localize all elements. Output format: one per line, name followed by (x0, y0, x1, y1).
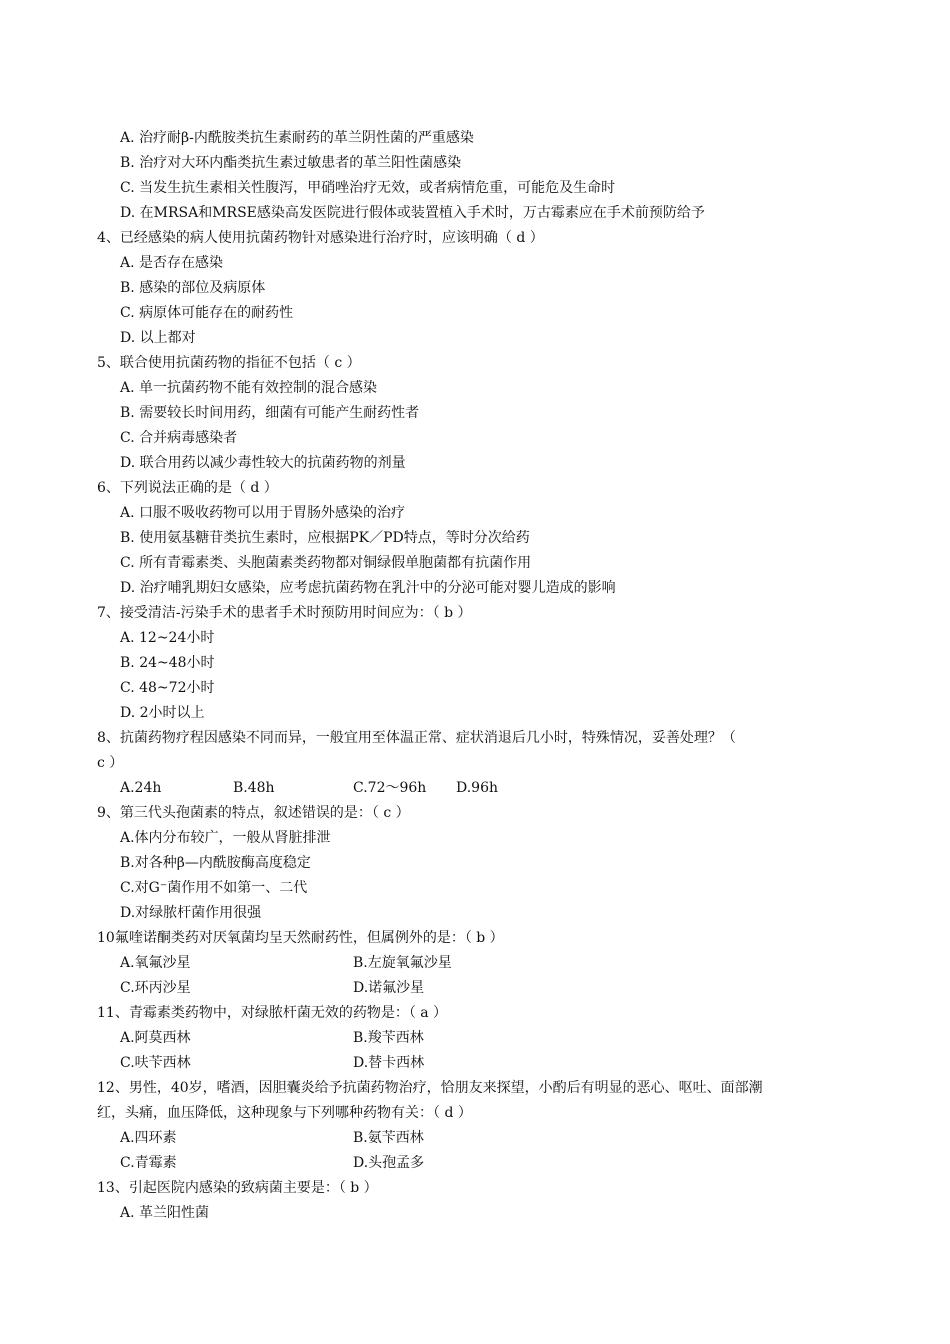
q11-option-a: A.阿莫西林 (120, 1030, 191, 1046)
q7-option-a: A. 12~24小时 (120, 630, 215, 646)
q8-option-a: A.24h (120, 780, 162, 796)
q12-option-a: A.四环素 (120, 1130, 177, 1146)
intro-option-a: A. 治疗耐β-内酰胺类抗生素耐药的革兰阴性菌的严重感染 (120, 130, 474, 146)
q11-option-d: D.替卡西林 (353, 1055, 425, 1071)
question-8: 8、抗菌药物疗程因感染不同而异，一般宜用至体温正常、症状消退后几小时，特殊情况，妥善处理？（ (97, 730, 736, 746)
q8-option-d: D.96h (456, 780, 499, 796)
q5-option-c: C. 合并病毒感染者 (120, 430, 238, 446)
intro-option-c: C. 当发生抗生素相关性腹泻，甲硝唑治疗无效，或者病情危重，可能危及生命时 (120, 180, 616, 196)
q4-option-d: D. 以上都对 (120, 330, 196, 346)
intro-option-d: D. 在MRSA和MRSE感染高发医院进行假体或装置植入手术时，万古霉素应在手术前预防给予 (120, 205, 705, 221)
question-7: 7、接受清洁-污染手术的患者手术时预防用时间应为：（ b ） (97, 605, 472, 621)
question-12: 12、男性，40岁，嗜酒，因胆囊炎给予抗菌药物治疗，恰朋友来探望，小酌后有明显的恶心、呕吐、面部潮 (97, 1080, 763, 1096)
q10-option-c: C.环丙沙星 (120, 980, 191, 996)
q5-option-a: A. 单一抗菌药物不能有效控制的混合感染 (120, 380, 378, 396)
question-4: 4、已经感染的病人使用抗菌药物针对感染进行治疗时，应该明确（ d ） (97, 230, 544, 246)
q9-option-c: C.对G⁻菌作用不如第一、二代 (120, 880, 308, 896)
q10-option-d: D.诺氟沙星 (353, 980, 425, 996)
q6-option-d: D. 治疗哺乳期妇女感染，应考虑抗菌药物在乳汁中的分泌可能对婴儿造成的影响 (120, 580, 616, 596)
q12-option-c: C.青霉素 (120, 1155, 177, 1171)
q12-option-b: B.氨苄西林 (353, 1130, 424, 1146)
q6-option-b: B. 使用氨基糖苷类抗生素时，应根据PK／PD特点，等时分次给药 (120, 530, 530, 546)
q9-option-d: D.对绿脓杆菌作用很强 (120, 905, 262, 921)
q8-option-c: C.72～96h (353, 780, 427, 796)
question-13: 13、引起医院内感染的致病菌主要是：（ b ） (97, 1180, 378, 1196)
q8-option-b: B.48h (233, 780, 275, 796)
q9-option-b: B.对各种β—内酰胺酶高度稳定 (120, 855, 311, 871)
q11-option-c: C.呋苄西林 (120, 1055, 191, 1071)
q11-option-b: B.羧苄西林 (353, 1030, 424, 1046)
q5-option-b: B. 需要较长时间用药，细菌有可能产生耐药性者 (120, 405, 420, 421)
q6-option-a: A. 口服不吸收药物可以用于胃肠外感染的治疗 (120, 505, 406, 521)
q4-option-b: B. 感染的部位及病原体 (120, 280, 266, 296)
q5-option-d: D. 联合用药以减少毒性较大的抗菌药物的剂量 (120, 455, 406, 471)
q13-option-a: A. 革兰阳性菌 (120, 1205, 210, 1221)
intro-option-b: B. 治疗对大环内酯类抗生素过敏患者的革兰阳性菌感染 (120, 155, 462, 171)
question-9: 9、第三代头孢菌素的特点，叙述错误的是：（ c ） (97, 805, 410, 821)
q12-option-d: D.头孢孟多 (353, 1155, 425, 1171)
q4-option-a: A. 是否存在感染 (120, 255, 224, 271)
question-5: 5、联合使用抗菌药物的指征不包括（ c ） (97, 355, 361, 371)
q7-option-d: D. 2小时以上 (120, 705, 205, 721)
question-12-continued: 红，头痛，血压降低，这种现象与下列哪种药物有关：（ d ） (97, 1105, 472, 1121)
question-11: 11、青霉素类药物中，对绿脓杆菌无效的药物是：（ a ） (97, 1005, 448, 1021)
question-6: 6、下列说法正确的是（ d ） (97, 480, 278, 496)
q10-option-a: A.氧氟沙星 (120, 955, 191, 971)
q9-option-a: A.体内分布较广，一般从肾脏排泄 (120, 830, 331, 846)
q6-option-c: C. 所有青霉素类、头胞菌素类药物都对铜绿假单胞菌都有抗菌作用 (120, 555, 532, 571)
q4-option-c: C. 病原体可能存在的耐药性 (120, 305, 294, 321)
question-8-continued: c ） (97, 755, 124, 771)
q10-option-b: B.左旋氧氟沙星 (353, 955, 452, 971)
q7-option-c: C. 48~72小时 (120, 680, 215, 696)
q7-option-b: B. 24~48小时 (120, 655, 215, 671)
question-10: 10氟喹诺酮类药对厌氧菌均呈天然耐药性，但属例外的是：（ b ） (97, 930, 504, 946)
